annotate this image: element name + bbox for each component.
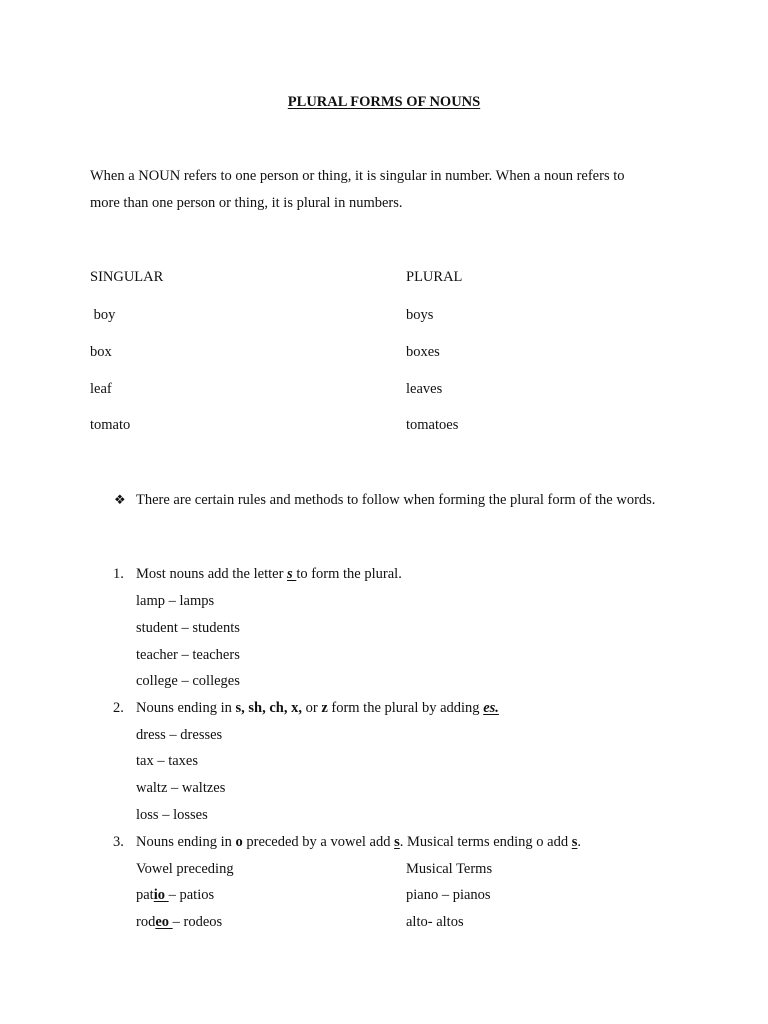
plural-cell: tomatoes bbox=[406, 417, 459, 433]
plural-cell: boxes bbox=[406, 344, 440, 360]
intro-line-1: When a NOUN refers to one person or thing, it is singular in number. When a noun refers to bbox=[90, 168, 625, 184]
singular-header: SINGULAR bbox=[90, 269, 164, 285]
example-item: loss – losses bbox=[136, 807, 208, 823]
singular-cell: tomato bbox=[90, 417, 131, 433]
example-item: teacher – teachers bbox=[136, 647, 240, 663]
bullet-text: There are certain rules and methods to follow when forming the plural form of the words. bbox=[136, 492, 656, 508]
example-item: rodeo – rodeos bbox=[136, 914, 223, 930]
singular-cell: box bbox=[90, 344, 112, 360]
page-title: PLURAL FORMS OF NOUNS bbox=[287, 94, 481, 110]
example-item: patio – patios bbox=[136, 887, 215, 903]
rule-text: Nouns ending in o preceded by a vowel add s. Musical terms ending o add s. bbox=[136, 834, 582, 850]
singular-cell: boy bbox=[90, 307, 116, 323]
rule-text: Most nouns add the letter s to form the plural. bbox=[136, 566, 402, 582]
intro-line-2: more than one person or thing, it is plural in numbers. bbox=[90, 195, 403, 211]
four-diamond-bullet-icon: ❖ bbox=[114, 492, 126, 507]
example-item: tax – taxes bbox=[136, 753, 199, 769]
singular-cell: leaf bbox=[90, 381, 112, 397]
example-item: alto- altos bbox=[406, 914, 464, 930]
example-item: dress – dresses bbox=[136, 727, 223, 743]
vowel-preceding-header: Vowel preceding bbox=[136, 861, 234, 877]
example-item: student – students bbox=[136, 620, 240, 636]
rule-number: 3. bbox=[113, 834, 124, 850]
example-item: waltz – waltzes bbox=[136, 780, 226, 796]
example-item: piano – pianos bbox=[406, 887, 491, 903]
example-item: lamp – lamps bbox=[136, 593, 215, 609]
plural-cell: boys bbox=[406, 307, 434, 323]
rule-text: Nouns ending in s, sh, ch, x, or z form the plural by adding es. bbox=[136, 700, 499, 716]
plural-cell: leaves bbox=[406, 381, 443, 397]
example-item: college – colleges bbox=[136, 673, 240, 689]
musical-terms-header: Musical Terms bbox=[406, 861, 493, 877]
rule-number: 2. bbox=[113, 700, 124, 716]
rule-number: 1. bbox=[113, 566, 124, 582]
plural-header: PLURAL bbox=[406, 269, 463, 285]
